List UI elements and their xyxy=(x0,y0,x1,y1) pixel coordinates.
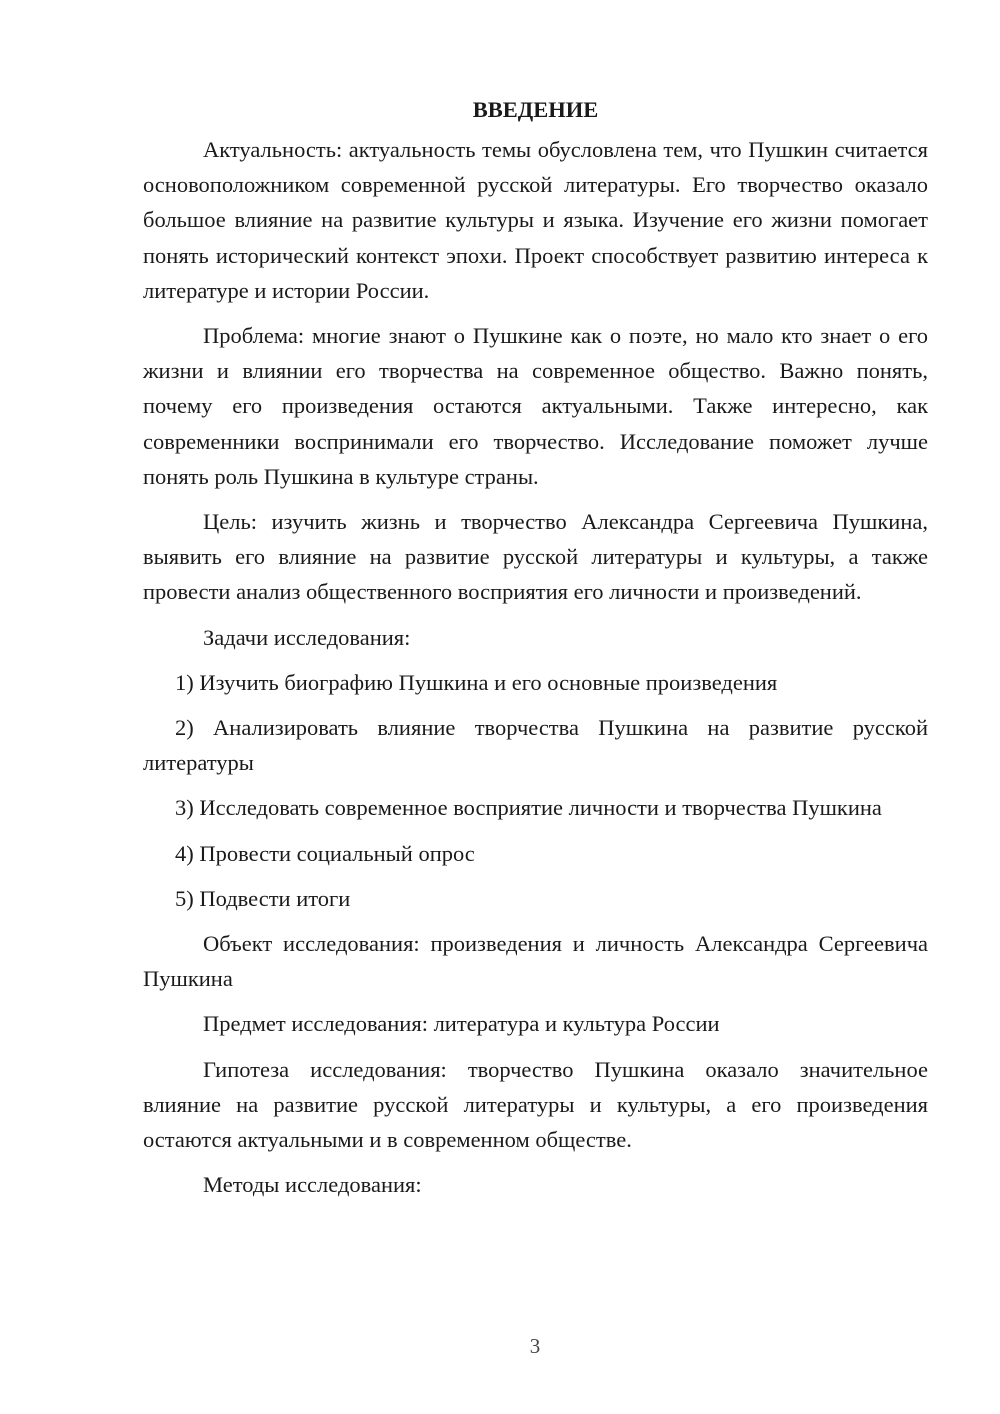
task-item-2: 2) Анализировать влияние творчества Пушкина на развитие русской литературы xyxy=(143,715,928,776)
page-number: 3 xyxy=(529,1334,541,1358)
task-item-5: 5) Подвести итоги xyxy=(175,885,351,911)
methods-heading: Методы исследования: xyxy=(203,1172,422,1198)
paragraph-hypothesis: Гипотеза исследования: творчество Пушкина оказало значительное влияние на развитие русской литературы и культуры, а его произведения остаются актуальными и в современном обществе. xyxy=(143,1056,928,1153)
paragraph-problem: Проблема: многие знают о Пушкине как о поэте, но мало кто знает о его жизни и влиянии его творчества на современное общество. Важно понять, почему его произведения остаются актуальными. Также интересно, как современники воспринимали его творчество. Исследование поможет лучше понять роль Пушкина в культуре страны. xyxy=(143,323,928,489)
tasks-heading: Задачи исследования: xyxy=(203,624,411,650)
task-item-1: 1) Изучить биографию Пушкина и его основные произведения xyxy=(175,669,778,695)
paragraph-subject: Предмет исследования: литература и культура России xyxy=(203,1011,720,1037)
paragraph-goal: Цель: изучить жизнь и творчество Александра Сергеевича Пушкина, выявить его влияние на развитие русской литературы и культуры, а также провести анализ общественного восприятия его личности и произведений. xyxy=(143,509,928,605)
task-item-4: 4) Провести социальный опрос xyxy=(175,840,475,866)
section-title: ВВЕДЕНИЕ xyxy=(472,97,599,122)
paragraph-relevance: Актуальность: актуальность темы обусловлена тем, что Пушкин считается основоположником современной русской литературы. Его творчество оказало большое влияние на развитие культуры и языка. Изучение его жизни помогает понять исторический контекст эпохи. Проект способствует развитию интереса к литературе и истории России. xyxy=(143,137,928,303)
task-item-3: 3) Исследовать современное восприятие личности и творчества Пушкина xyxy=(175,795,882,821)
document-page xyxy=(143,90,928,1212)
paragraph-object: Объект исследования: произведения и личность Александра Сергеевича Пушкина xyxy=(143,931,928,992)
